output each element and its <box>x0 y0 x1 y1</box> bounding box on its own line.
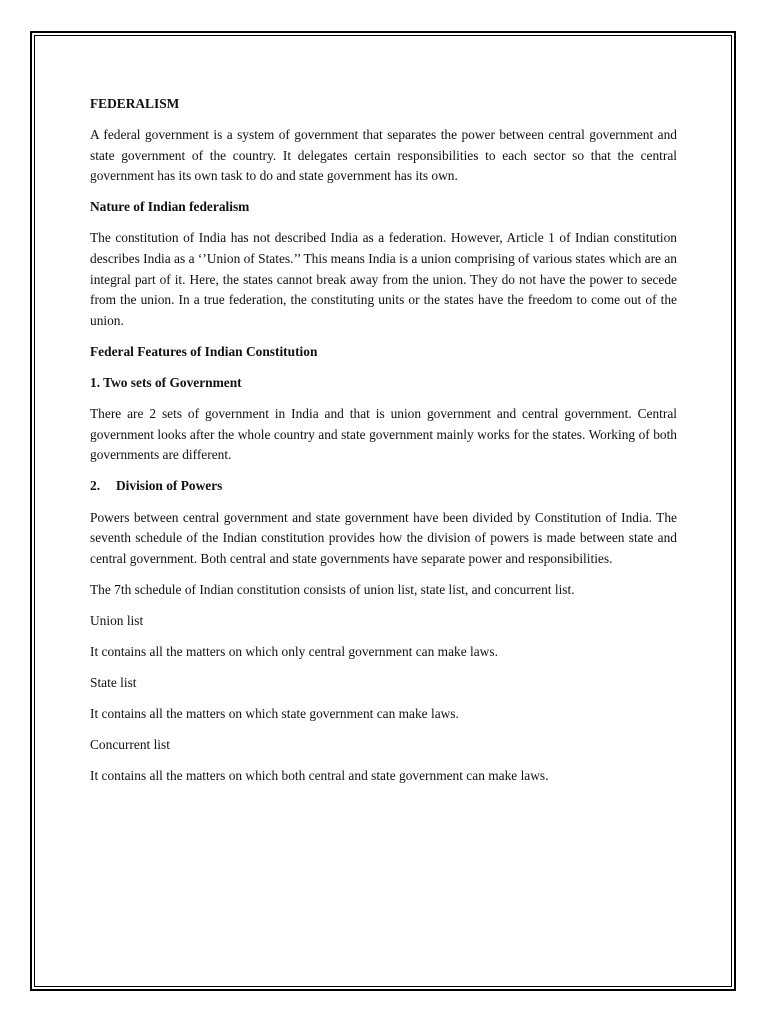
nature-heading: Nature of Indian federalism <box>90 199 250 215</box>
section-2-title: Division of Powers <box>116 478 223 494</box>
section-1-paragraph: There are 2 sets of government in India and that is union government and central government. Central government looks after the whole country and state government mainly works for the states. Working of both governments are different. <box>90 406 677 463</box>
section-1-number: 1. <box>90 375 101 391</box>
section-2-number: 2. <box>90 478 101 494</box>
schedule-paragraph: The 7th schedule of Indian constitution consists of union list, state list, and concurrent list. <box>90 581 575 597</box>
intro-paragraph: A federal government is a system of government that separates the power between central government and state government of the country. It delegates certain responsibilities to each sector so that the central government has its own task to do and state government has its own. <box>90 127 677 184</box>
list-name-state: State list <box>90 675 137 691</box>
features-heading: Federal Features of Indian Constitution <box>90 343 318 359</box>
list-description-union: It contains all the matters on which only central government can make laws. <box>90 643 498 659</box>
document-title: FEDERALISM <box>90 96 180 111</box>
document-body <box>90 94 677 797</box>
section-2-heading <box>90 476 677 497</box>
list-name-concurrent: Concurrent list <box>90 737 170 753</box>
section-1-title: Two sets of Government <box>103 375 242 391</box>
section-1-heading <box>90 373 677 394</box>
list-name-union: Union list <box>90 612 144 628</box>
section-2-paragraph: Powers between central government and state government have been divided by Constitution of India. The seventh schedule of the Indian constitution provides how the division of powers is made between state and central government. Both central and state governments have separate power and responsibilities. <box>90 509 677 566</box>
list-description-concurrent: It contains all the matters on which both central and state government can make laws. <box>90 768 549 784</box>
nature-paragraph: The constitution of India has not described India as a federation. However, Article 1 of Indian constitution describes India as a ‘’Union of States.’’ This means India is a union comprising of various states which are an integral part of it. Here, the states cannot break away from the union. They do not have the power to secede from the union. In a true federation, the constituting units or the states have the freedom to come out of the union. <box>90 230 677 328</box>
list-description-state: It contains all the matters on which state government can make laws. <box>90 706 459 722</box>
